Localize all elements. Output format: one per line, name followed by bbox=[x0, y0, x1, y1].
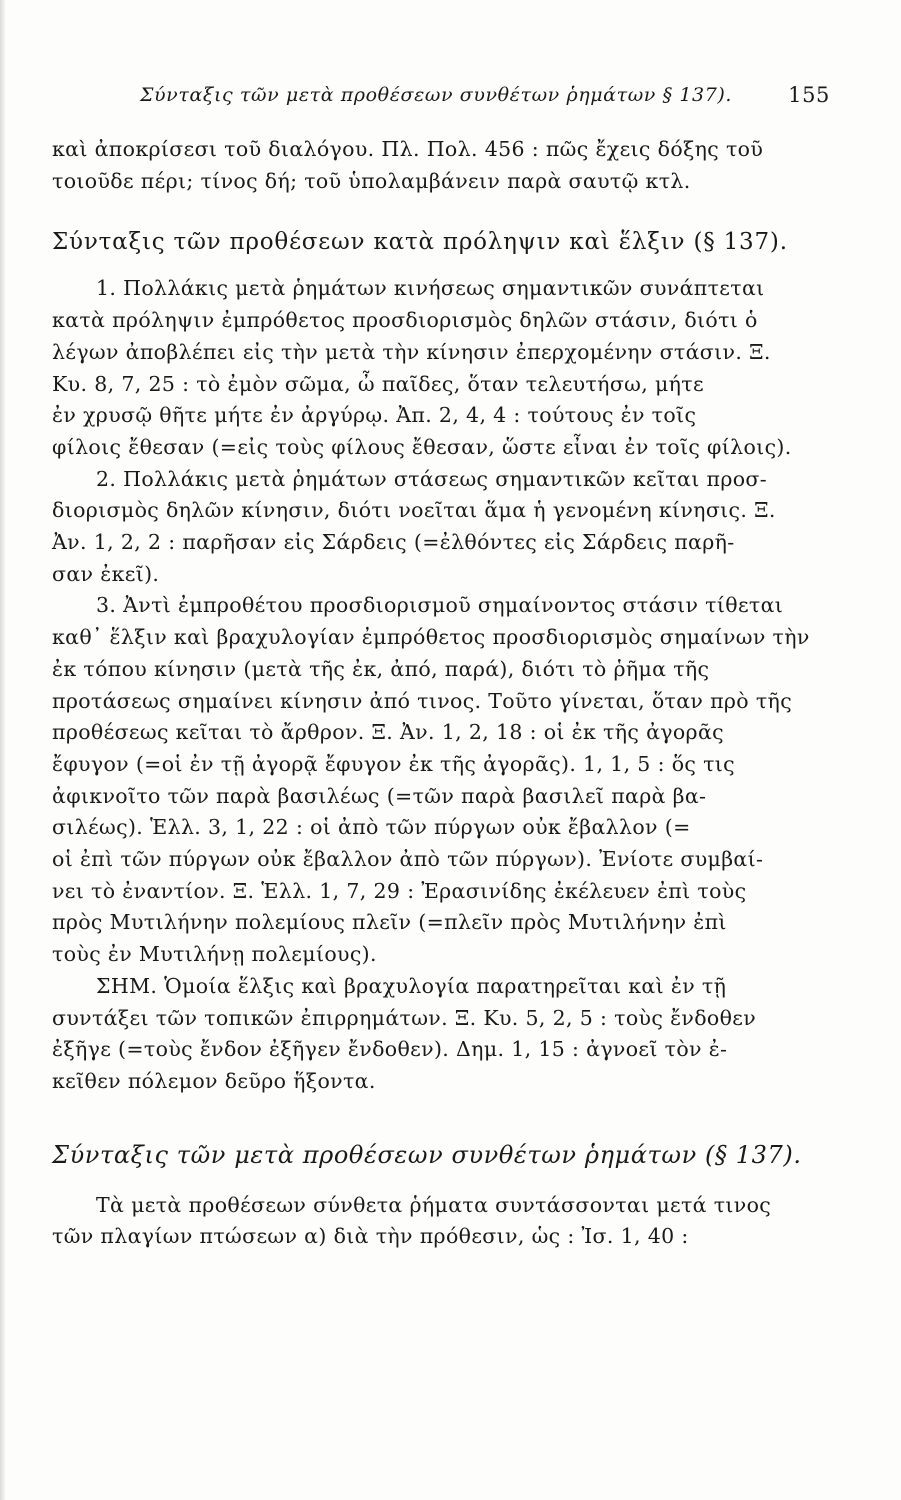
text-line: ἐκ τόπου κίνησιν (μετὰ τῆς ἐκ, ἀπό, παρά), διότι τὸ ῥῆμα τῆς bbox=[52, 656, 710, 681]
text-line: 1. Πολλάκις μετὰ ῥημάτων κινήσεως σημαντικῶν συνάπτεται bbox=[96, 276, 765, 301]
paragraph-1 bbox=[52, 273, 792, 463]
text-line: Κυ. 8, 7, 25 : τὸ ἐμὸν σῶμα, ὦ παῖδες, ὅταν τελευτήσω, μήτε bbox=[52, 371, 704, 396]
section-heading: Σύνταξις τῶν προθέσεων κατὰ πρόληψιν καὶ ἕλξιν (§ 137). bbox=[52, 229, 788, 256]
text-line: καὶ ἀποκρίσεσι τοῦ διαλόγου. Πλ. Πολ. 456 : πῶς ἔχεις δόξης τοῦ bbox=[52, 137, 764, 161]
running-head-title: Σύνταξις τῶν μετὰ προθέσεων συνθέτων ῥημάτων § 137). bbox=[140, 84, 733, 106]
text-line: ἀφικνοῖτο τῶν παρὰ βασιλέως (=τῶν παρὰ βασιλεῖ παρὰ βα- bbox=[52, 783, 707, 808]
text-line: νει τὸ ἐναντίον. Ξ. Ἑλλ. 1, 7, 29 : Ἐρασινίδης ἐκέλευεν ἐπὶ τοὺς bbox=[52, 878, 747, 903]
text-line: καθ᾽ ἕλξιν καὶ βραχυλογίαν ἐμπρόθετος προσδιορισμὸς σημαίνων τὴν bbox=[52, 625, 810, 650]
text-line: προτάσεως σημαίνει κίνησιν ἀπό τινος. Τοῦτο γίνεται, ὅταν πρὸ τῆς bbox=[52, 688, 793, 713]
section-heading-italic: Σύνταξις τῶν μετὰ προθέσεων συνθέτων ῥημάτων (§ 137). bbox=[52, 1140, 802, 1169]
text-line: κεῖθεν πόλεμον δεῦρο ἥξοντα. bbox=[52, 1068, 376, 1093]
text-line: κατὰ πρόληψιν ἐμπρόθετος προσδιορισμὸς δηλῶν στάσιν, διότι ὁ bbox=[52, 308, 758, 333]
text-line: φίλοις ἔθεσαν (=εἰς τοὺς φίλους ἔθεσαν, ὥστε εἶναι ἐν τοῖς φίλοις). bbox=[52, 434, 792, 459]
text-line: τῶν πλαγίων πτώσεων α) διὰ τὴν πρόθεσιν, ὡς : Ἰσ. 1, 40 : bbox=[52, 1224, 689, 1249]
page-edge-shadow bbox=[0, 0, 6, 1500]
paragraph-2 bbox=[52, 464, 788, 591]
text-line: τοὺς ἐν Μυτιλήνῃ πολεμίους). bbox=[52, 942, 377, 967]
running-head bbox=[140, 80, 830, 110]
page-number: 155 bbox=[788, 83, 830, 107]
page-body bbox=[52, 134, 810, 1253]
text-line: λέγων ἀποβλέπει εἰς τὴν μετὰ τὴν κίνησιν ἐπερχομένην στάσιν. Ξ. bbox=[52, 339, 771, 364]
text-line: προθέσεως κεῖται τὸ ἄρθρον. Ξ. Ἀν. 1, 2, 18 : οἱ ἐκ τῆς ἀγορᾶς bbox=[52, 720, 724, 745]
text-line: Τὰ μετὰ προθέσεων σύνθετα ῥήματα συντάσσονται μετά τινος bbox=[96, 1192, 772, 1217]
note-paragraph bbox=[52, 971, 788, 1098]
intro-paragraph bbox=[52, 134, 788, 197]
text-line: διορισμὸς δηλῶν κίνησιν, διότι νοεῖται ἅμα ἡ γενομένη κίνησις. Ξ. bbox=[52, 498, 776, 523]
text-line: ἐξῆγε (=τοὺς ἔνδον ἐξῆγεν ἔνδοθεν). Δημ. 1, 15 : ἀγνοεῖ τὸν ἐ- bbox=[52, 1037, 728, 1062]
text-line: ἐν χρυσῷ θῆτε μήτε ἐν ἀργύρῳ. Ἀπ. 2, 4, 4 : τούτους ἐν τοῖς bbox=[52, 403, 697, 428]
paragraph-3 bbox=[52, 590, 810, 970]
text-line: ἔφυγον (=οἱ ἐν τῇ ἀγορᾷ ἔφυγον ἐκ τῆς ἀγορᾶς). 1, 1, 5 : ὅς τις bbox=[52, 751, 735, 776]
text-line: σιλέως). Ἑλλ. 3, 1, 22 : οἱ ἀπὸ τῶν πύργων οὐκ ἔβαλλον (= bbox=[52, 815, 691, 840]
text-line: Ἀν. 1, 2, 2 : παρῆσαν εἰς Σάρδεις (=ἐλθόντες εἰς Σάρδεις παρῆ- bbox=[52, 530, 735, 555]
paragraph-4 bbox=[52, 1190, 788, 1253]
text-line: 3. Ἀντὶ ἐμπροθέτου προσδιορισμοῦ σημαίνοντος στάσιν τίθεται bbox=[96, 593, 784, 618]
text-line: πρὸς Μυτιλήνην πολεμίους πλεῖν (=πλεῖν πρὸς Μυτιλήνην ἐπὶ bbox=[52, 910, 727, 935]
text-line: ΣΗΜ. Ὁμοία ἕλξις καὶ βραχυλογία παρατηρεῖται καὶ ἐν τῇ bbox=[96, 973, 727, 998]
text-line: τοιοῦδε πέρι; τίνος δή; τοῦ ὑπολαμβάνειν παρὰ σαυτῷ κτλ. bbox=[52, 168, 691, 193]
text-line: οἱ ἐπὶ τῶν πύργων οὐκ ἔβαλλον ἀπὸ τῶν πύργων). Ἐνίοτε συμβαί- bbox=[52, 847, 764, 872]
text-line: 2. Πολλάκις μετὰ ῥημάτων στάσεως σημαντικῶν κεῖται προσ- bbox=[96, 466, 768, 491]
text-line: σαν ἐκεῖ). bbox=[52, 561, 160, 586]
text-line: συντάξει τῶν τοπικῶν ἐπιρρημάτων. Ξ. Κυ. 5, 2, 5 : τοὺς ἔνδοθεν bbox=[52, 1005, 757, 1030]
